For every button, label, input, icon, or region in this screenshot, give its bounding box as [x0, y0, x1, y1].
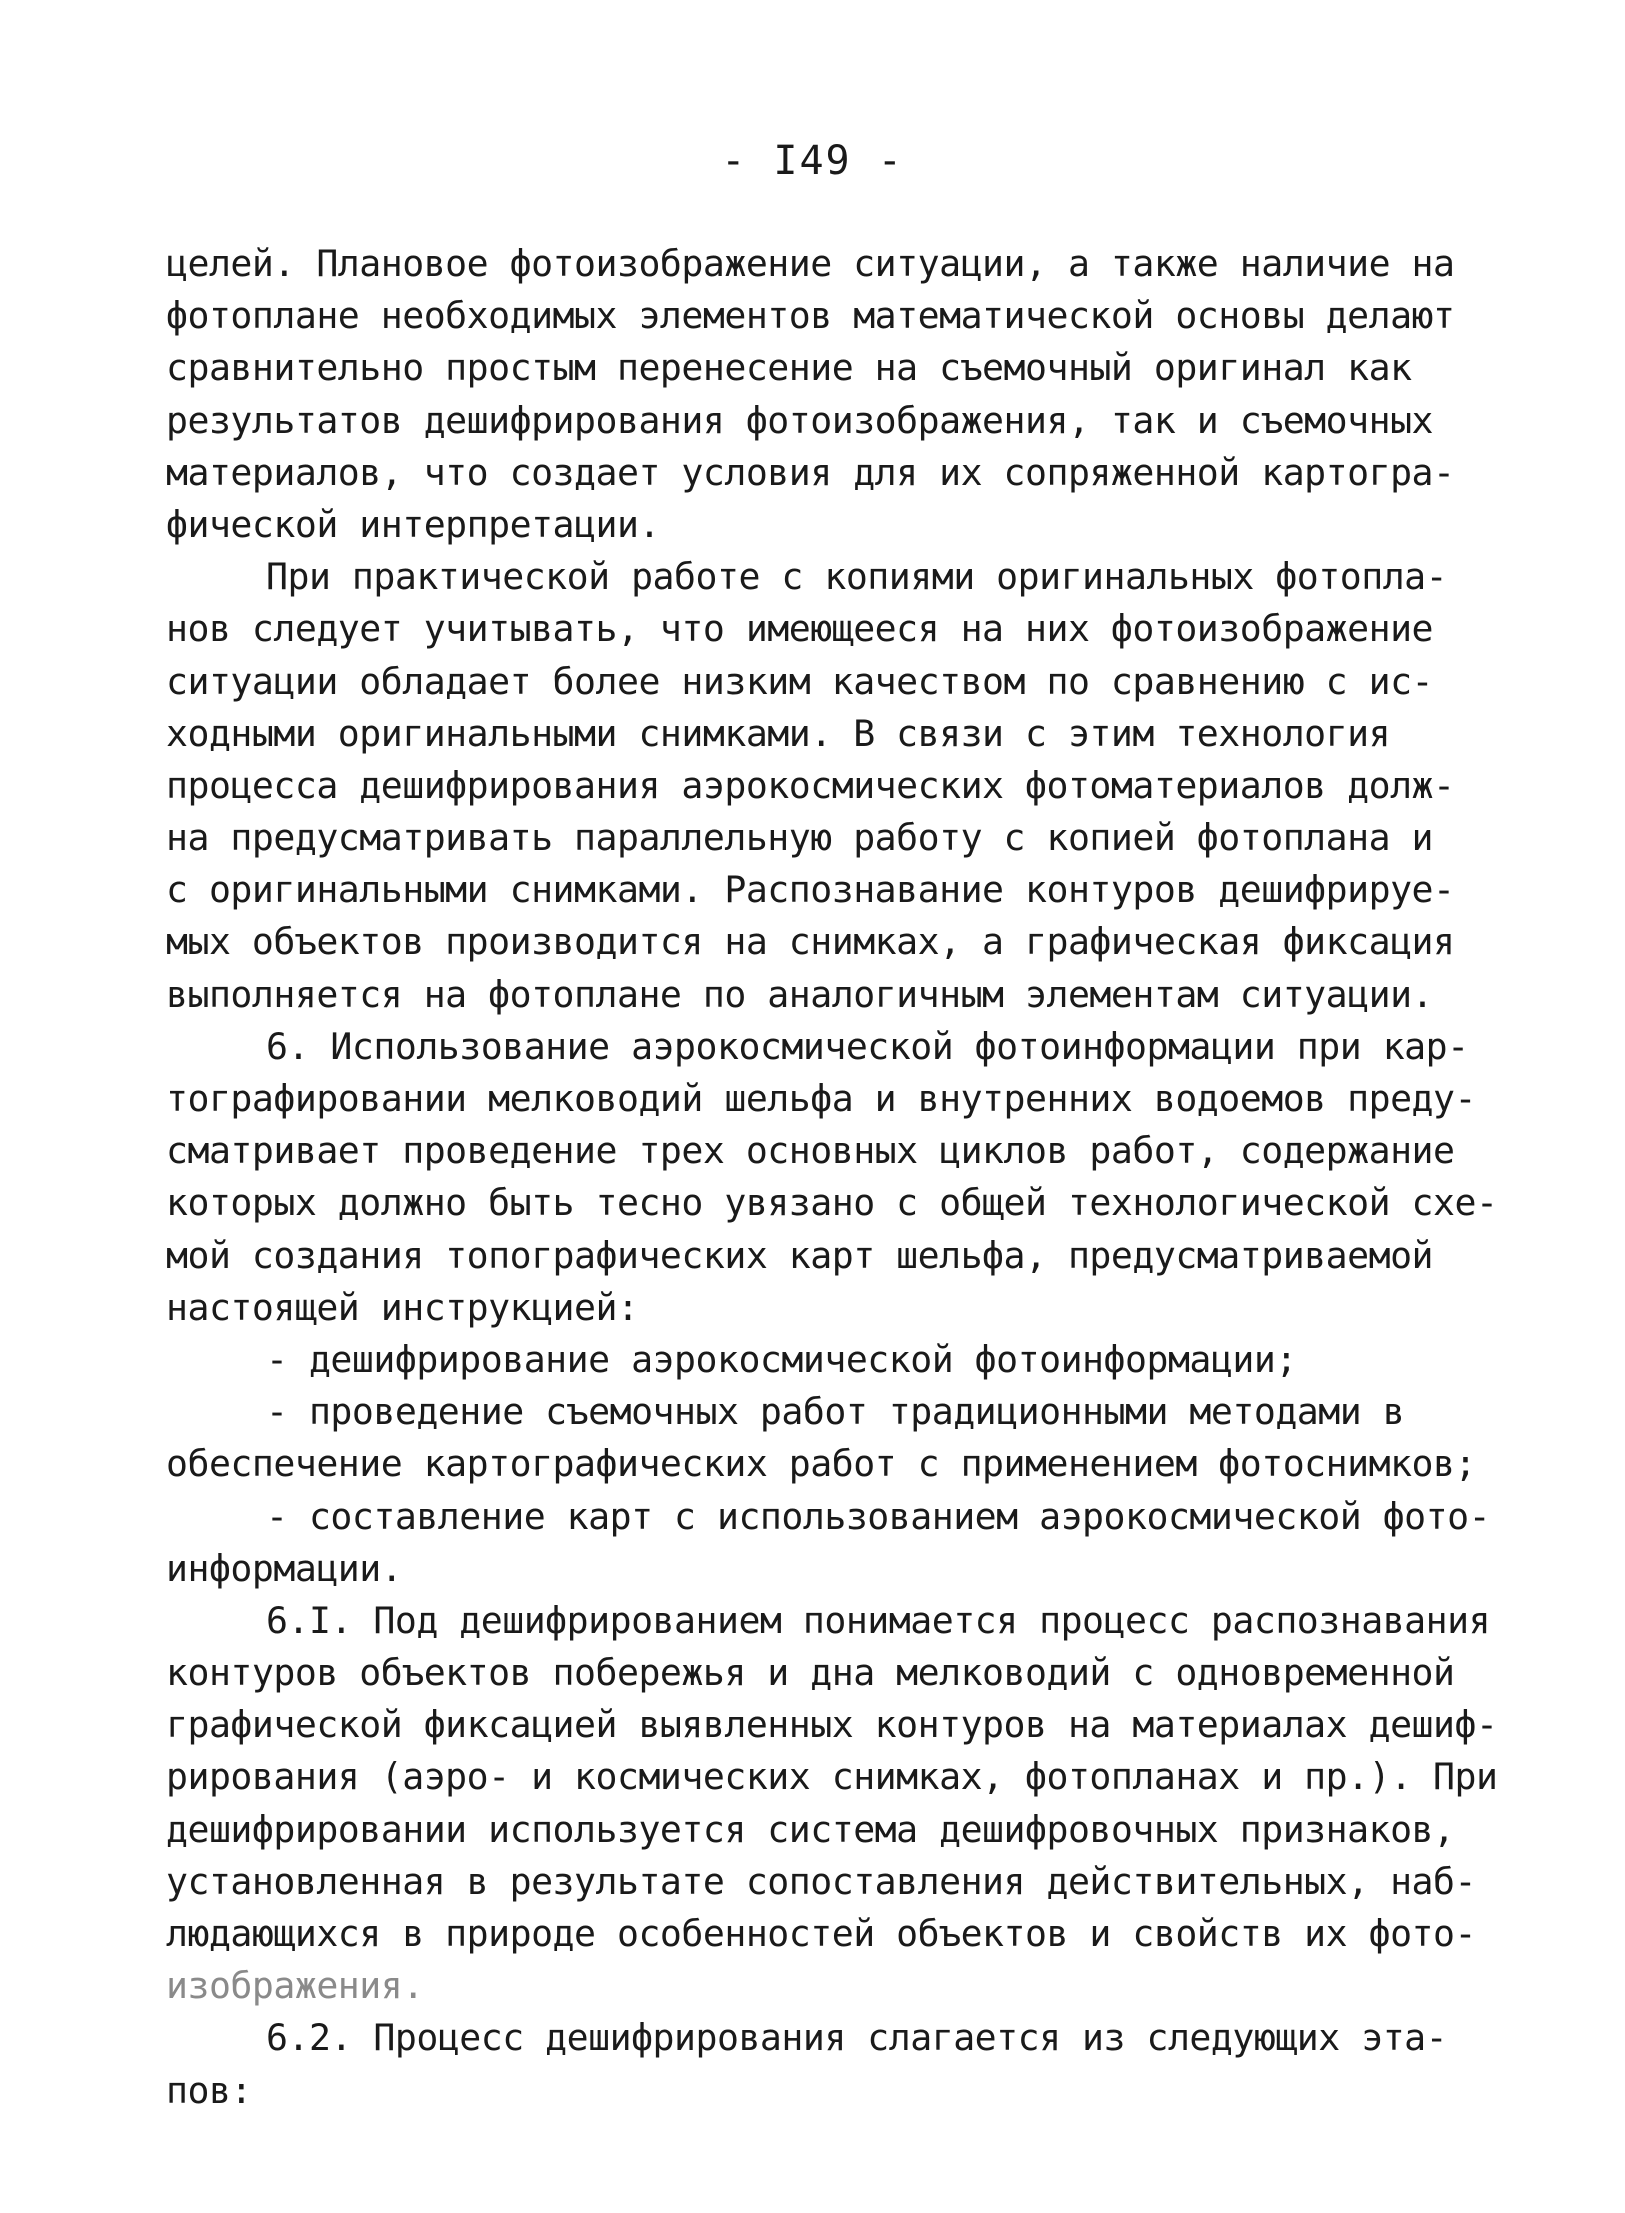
text-line: целей. Плановое фотоизображение ситуации, а также наличие на	[166, 242, 1455, 285]
text-line: дешифрировании используется система дешифровочных признаков,	[166, 1807, 1455, 1851]
text-line: установленная в результате сопоставления действительных, наб-	[166, 1859, 1476, 1903]
text-line: сматривает проведение трех основных циклов работ, содержание	[166, 1129, 1455, 1173]
text-line: тографировании мелководий шельфа и внутренних водоемов преду-	[166, 1077, 1476, 1120]
text-line: результатов дешифрирования фотоизображения, так и съемочных	[166, 398, 1434, 442]
text-line: обеспечение картографических работ с применением фотоснимков;	[166, 1442, 1476, 1486]
text-line: настоящей инструкцией:	[166, 1285, 639, 1329]
text-line: нов следует учитывать, что имеющееся на них фотоизображение	[166, 607, 1434, 651]
text-line: мой создания топографических карт шельфа, предусматриваемой	[166, 1233, 1434, 1277]
text-line: ситуации обладает более низким качеством по сравнению с ис-	[166, 659, 1434, 703]
text-line: - составление карт с использованием аэрокосмической фото-	[266, 1494, 1491, 1538]
text-line: фотоплане необходимых элементов математической основы делают	[166, 294, 1455, 338]
body-text	[166, 238, 1498, 2117]
text-line: При практической работе с копиями оригинальных фотопла-	[266, 555, 1448, 599]
text-line: - проведение съемочных работ традиционными методами в	[266, 1390, 1405, 1434]
text-line: мых объектов производится на снимках, а графическая фиксация	[166, 920, 1455, 964]
text-line: материалов, что создает условия для их сопряженной картогра-	[166, 450, 1455, 494]
text-line: процесса дешифрирования аэрокосмических фотоматериалов долж-	[166, 763, 1455, 807]
text-line: 6.I. Под дешифрированием понимается процесс распознавания	[266, 1598, 1491, 1642]
text-line: ходными оригинальными снимками. В связи с этим технология	[166, 711, 1391, 755]
text-line: которых должно быть тесно увязано с общей технологической схе-	[166, 1181, 1498, 1225]
text-line: информации.	[166, 1546, 403, 1590]
text-line: выполняется на фотоплане по аналогичным элементам ситуации.	[166, 972, 1434, 1016]
text-line: рирования (аэро- и космических снимках, фотопланах и пр.). При	[166, 1755, 1498, 1799]
text-line: с оригинальными снимками. Распознавание контуров дешифрируе-	[166, 868, 1455, 912]
text-line: 6.2. Процесс дешифрирования слагается из следующих эта-	[266, 2016, 1448, 2060]
text-line: людающихся в природе особенностей объектов и свойств их фото-	[166, 1912, 1476, 1955]
text-line: графической фиксацией выявленных контуров на материалах дешиф-	[166, 1703, 1498, 1747]
text-line: изображения.	[166, 1964, 424, 2008]
text-line: пов:	[166, 2068, 252, 2112]
text-line: контуров объектов побережья и дна мелководий с одновременной	[166, 1651, 1455, 1695]
text-line: 6. Использование аэрокосмической фотоинформации при кар-	[266, 1024, 1469, 1068]
text-line: на предусматривать параллельную работу с копией фотоплана и	[166, 816, 1434, 860]
text-line: фической интерпретации.	[166, 502, 660, 546]
text-line: сравнительно простым перенесение на съемочный оригинал как	[166, 346, 1412, 390]
page-number: - I49 -	[721, 138, 904, 184]
text-line: - дешифрирование аэрокосмической фотоинформации;	[266, 1337, 1297, 1381]
